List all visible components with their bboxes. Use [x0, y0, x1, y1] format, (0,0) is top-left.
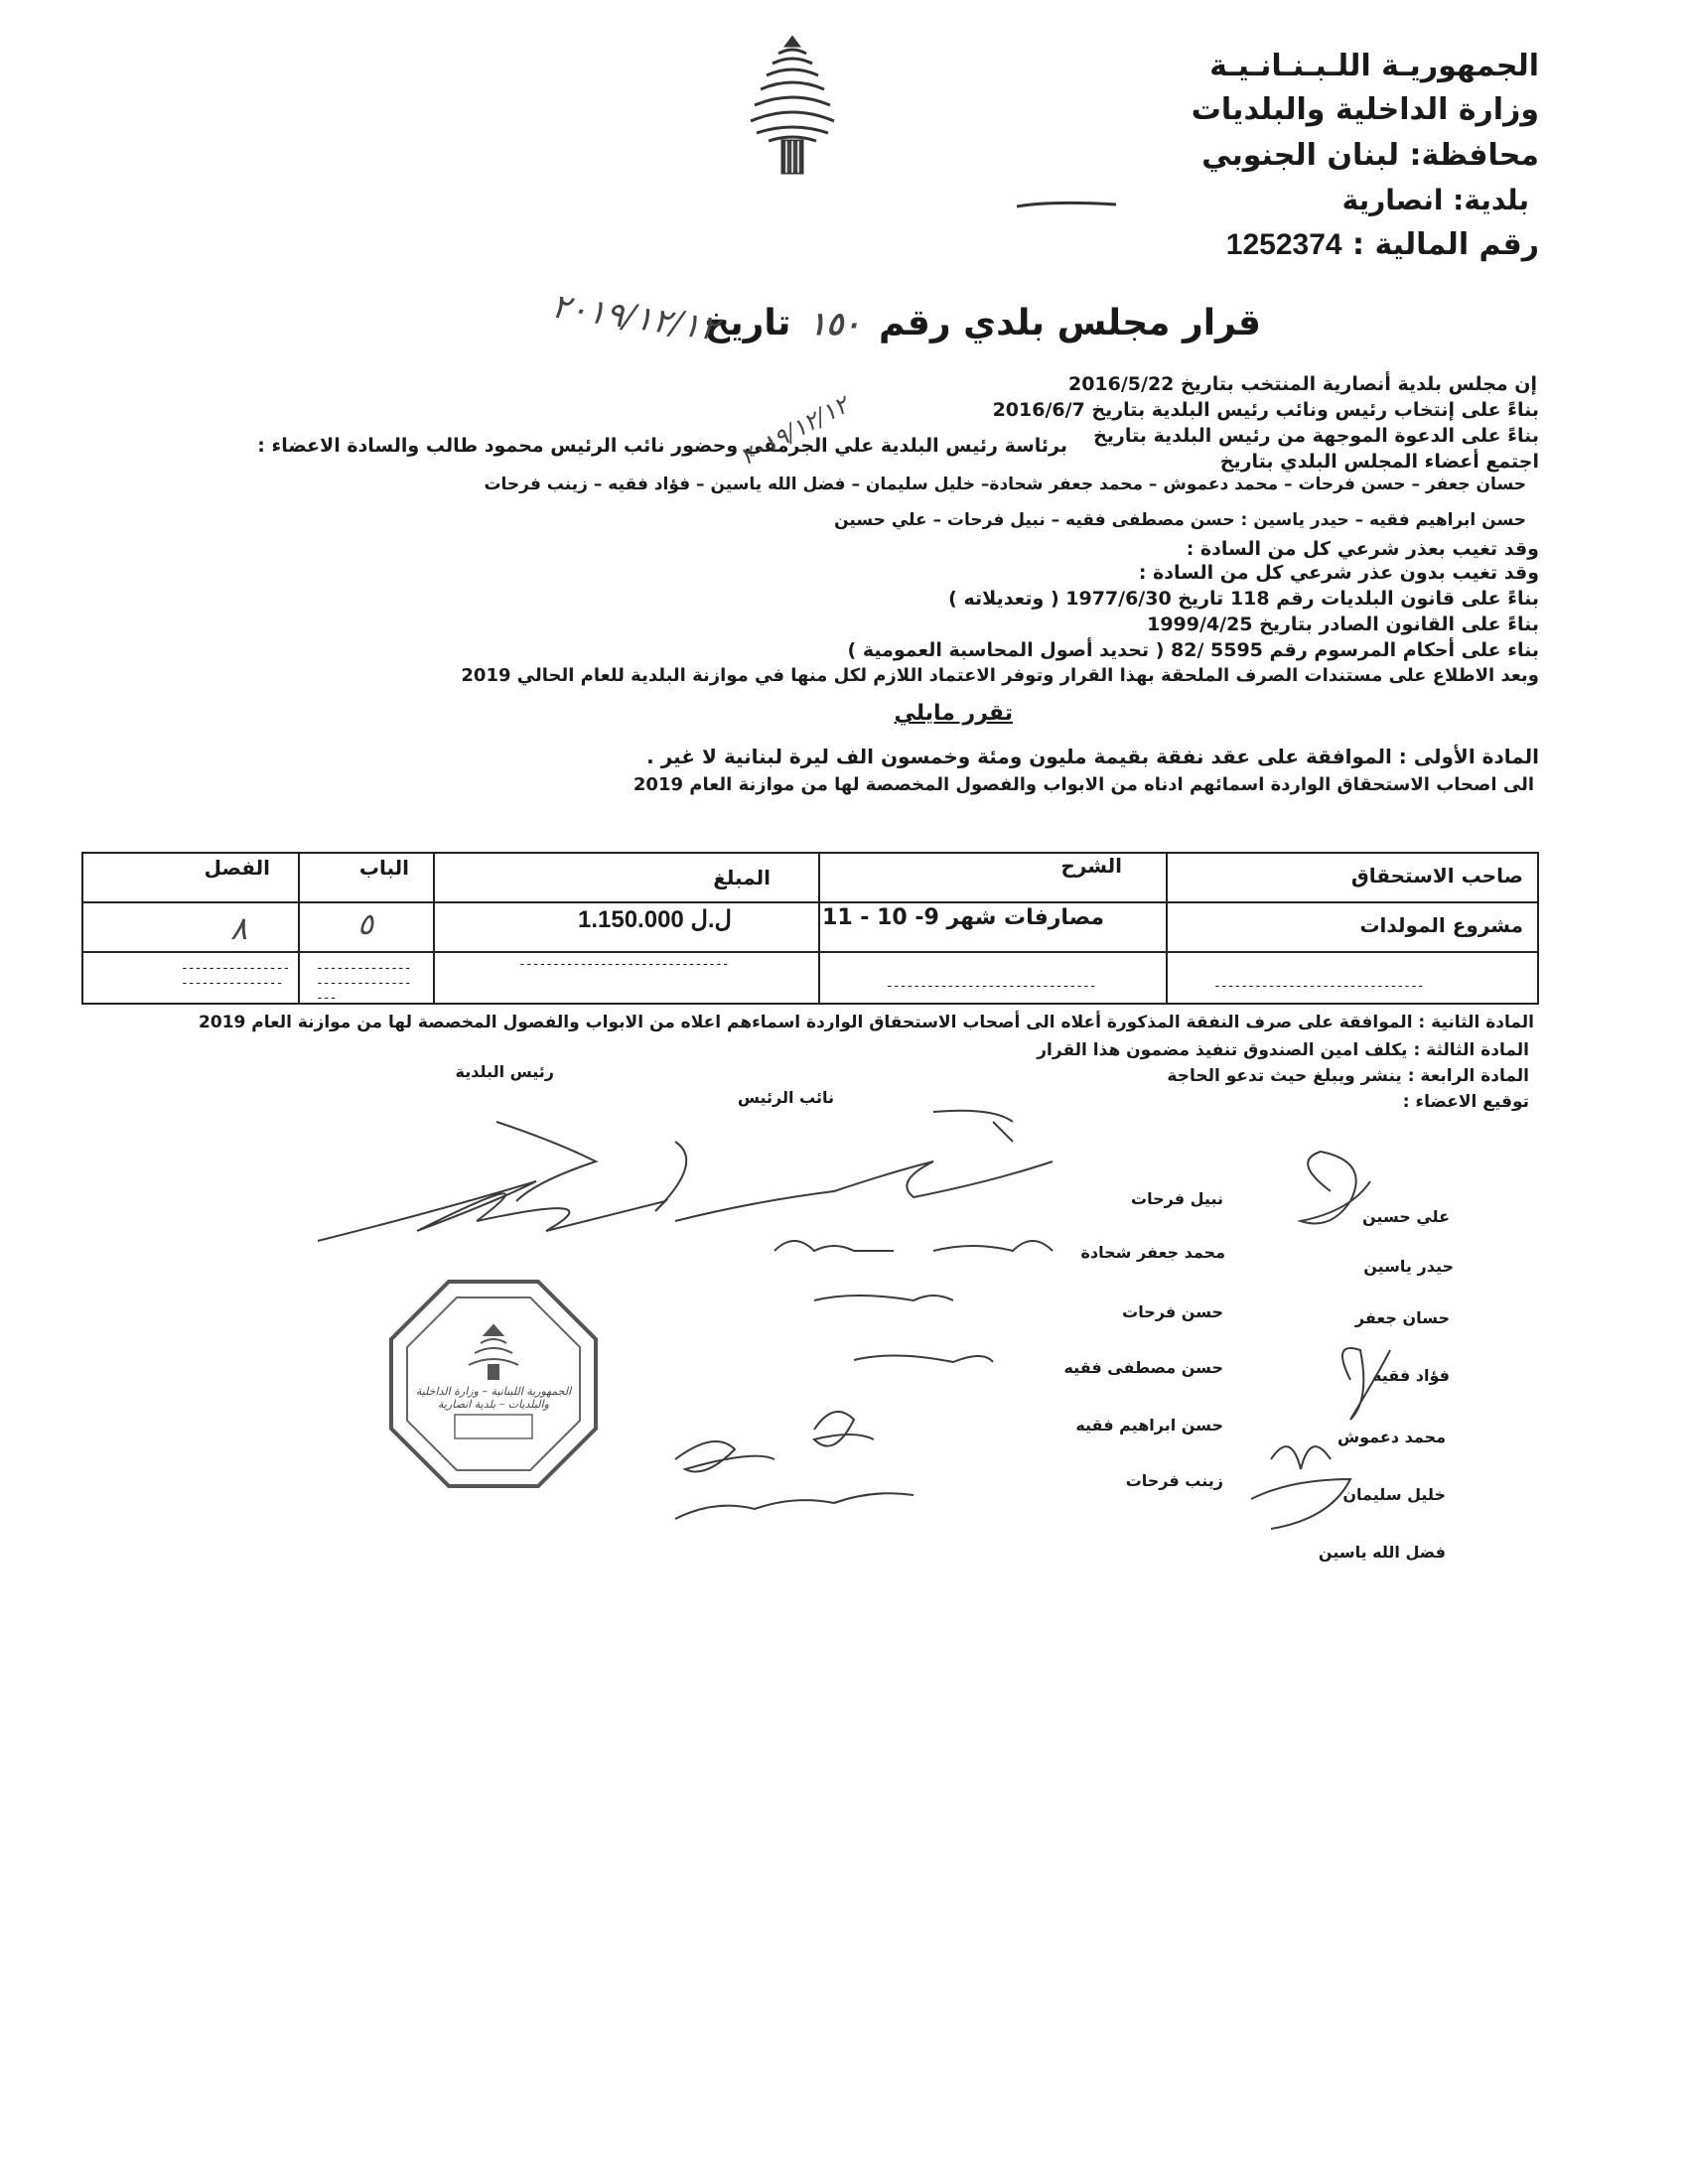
member-right-3: حسان جعفر — [1354, 1308, 1450, 1327]
title-date-word: تاريخ — [704, 303, 791, 343]
cell-description: مصارفات شهر 9- 10 - 11 — [822, 905, 1104, 930]
header-governorate: محافظة: لبنان الجنوبي — [1201, 138, 1539, 173]
member-right-1: علي حسين — [1362, 1207, 1450, 1226]
article-2: المادة الثانية : الموافقة على صرف النفقة المذكورة أعلاه الى أصحاب الاستحقاق الواردة اسماءهم اعلاه من الابواب والفصول المخصصة لها من موازنة العام 2019 — [199, 1013, 1534, 1032]
cell-amount: 1.150.000 ل.ل — [578, 906, 732, 933]
handwritten-title-date: ٢٠١٩/١٢/١٢ — [549, 286, 721, 349]
absent-unexcused: وقد تغيب بدون عذر شرعي كل من السادة : — [1138, 562, 1539, 584]
member-right-7: فضل الله ياسين — [1318, 1543, 1446, 1562]
preamble-line-1: إن مجلس بلدية أنصارية المنتخب بتاريخ 2016/5/22 — [1067, 373, 1537, 395]
col-header-beneficiary: صاحب الاستحقاق — [1350, 864, 1523, 887]
deputy-label: نائب الرئيس — [737, 1088, 834, 1107]
article-3: المادة الثالثة : يكلف امين الصندوق تنفيذ مضمون هذا القرار — [1037, 1040, 1529, 1060]
title-text: قرار مجلس بلدي رقم — [879, 303, 1261, 343]
hand-stroke-mark — [1013, 195, 1122, 214]
col-header-description: الشرح — [1060, 854, 1122, 878]
member-right-2: حيدر ياسين — [1363, 1257, 1454, 1276]
legal-basis-1: بناءً على قانون البلديات رقم 118 تاريخ 1977/6/30 ( وتعديلاته ) — [948, 588, 1539, 610]
member-right-6: خليل سليمان — [1342, 1485, 1446, 1504]
budget-review: وبعد الاطلاع على مستندات الصرف الملحقة بهذا القرار وتوفر الاعتماد اللازم لكل منها في موازنة البلدية للعام الحالي 2019 — [461, 665, 1539, 686]
member-left-5: حسن ابراهيم فقيه — [1075, 1416, 1223, 1434]
absent-excused: وقد تغيب بعذر شرعي كل من السادة : — [1186, 538, 1539, 560]
cedar-emblem-icon — [743, 30, 842, 179]
stamp-seal-icon — [385, 1276, 602, 1492]
member-left-1: نبيل فرحات — [1131, 1189, 1223, 1208]
expense-table — [81, 852, 1539, 1005]
handwritten-number: ١٥٠ — [808, 305, 861, 342]
header-republic: الجمهوريـة اللـبـنـانـيـة — [1209, 49, 1539, 83]
dash-description: ------------------------------- — [886, 979, 1096, 994]
decides-heading: تقرر مايلي — [894, 701, 1013, 726]
member-right-4: فؤاد فقيه — [1372, 1366, 1450, 1385]
preamble-line-4: اجتمع أعضاء المجلس البلدي بتاريخ — [1219, 451, 1539, 473]
article-1: المادة الأولى : الموافقة على عقد نفقة بقيمة مليون ومئة وخمسون الف ليرة لبنانية لا غير . — [646, 745, 1539, 768]
dash-beneficiary: ------------------------------- — [1213, 979, 1424, 994]
official-stamp — [385, 1276, 602, 1492]
preamble-line-3: بناءً على الدعوة الموجهة من رئيس البلدية بتاريخ — [1093, 425, 1539, 447]
preamble-line-5: برئاسة رئيس البلدية علي الجرمقي وحضور نائب الرئيس محمود طالب والسادة الاعضاء : — [257, 435, 1067, 457]
dash-chapter: ------------------------------- — [316, 961, 411, 1006]
member-left-2: محمد جعفر شحادة — [1080, 1243, 1225, 1262]
member-left-6: زينب فرحات — [1125, 1471, 1223, 1490]
member-left-4: حسن مصطفى فقيه — [1063, 1358, 1223, 1377]
mayor-label: رئيس البلدية — [455, 1062, 554, 1081]
stamp-text: الجمهورية اللبنانية – وزارة الداخلية والبلديات – بلدية انصارية — [415, 1385, 572, 1411]
dash-section: ------------------------------- — [181, 961, 290, 991]
preamble-line-2: بناءً على إنتخاب رئيس ونائب رئيس البلدية بتاريخ 2016/6/7 — [992, 399, 1539, 421]
col-header-section: الفصل — [204, 856, 270, 880]
article-4: المادة الرابعة : ينشر ويبلغ حيث تدعو الحاجة — [1167, 1066, 1529, 1086]
member-right-5: محمد دعموش — [1337, 1428, 1446, 1446]
decision-title — [704, 303, 1261, 343]
header-finance-number — [1225, 227, 1539, 262]
legal-basis-2: بناءً على القانون الصادر بتاريخ 1999/4/25 — [1147, 614, 1539, 635]
cell-chapter: ٥ — [357, 907, 374, 942]
article-1-detail: الى اصحاب الاستحقاق الواردة اسمائهم ادناه من الابواب والفصول المخصصة لها من موازنة العام 2019 — [633, 774, 1534, 795]
cell-beneficiary: مشروع المولدات — [1359, 913, 1523, 937]
col-header-amount: المبلغ — [713, 866, 771, 889]
handwritten-meeting-date: ٢٠١٩/١٢/١٢ — [735, 390, 853, 472]
dash-amount: ------------------------------- — [518, 957, 729, 972]
finance-number: 1252374 — [1225, 228, 1342, 261]
cell-section: ٨ — [230, 909, 248, 947]
finance-label: رقم المالية : — [1352, 227, 1539, 262]
header-municipality: بلدية: انصارية — [1341, 184, 1529, 216]
members-present-1: حسان جعفر – حسن فرحات – محمد دعموش – محمد جعفر شحادة– خليل سليمان – فضل الله ياسين – فؤاد فقيه – زينب فرحات — [484, 475, 1526, 494]
members-present-2: حسن ابراهيم فقيه – حيدر ياسين : حسن مصطفى فقيه – نبيل فرحات – علي حسين — [834, 510, 1526, 530]
members-signature-label: توقيع الاعضاء : — [1402, 1092, 1529, 1112]
member-left-3: حسن فرحات — [1122, 1302, 1223, 1321]
col-header-chapter: الباب — [358, 856, 409, 880]
header-ministry: وزارة الداخلية والبلديات — [1191, 92, 1539, 127]
legal-basis-3: بناء على أحكام المرسوم رقم 5595 /82 ( تحديد أصول المحاسبة العمومية ) — [847, 639, 1539, 661]
